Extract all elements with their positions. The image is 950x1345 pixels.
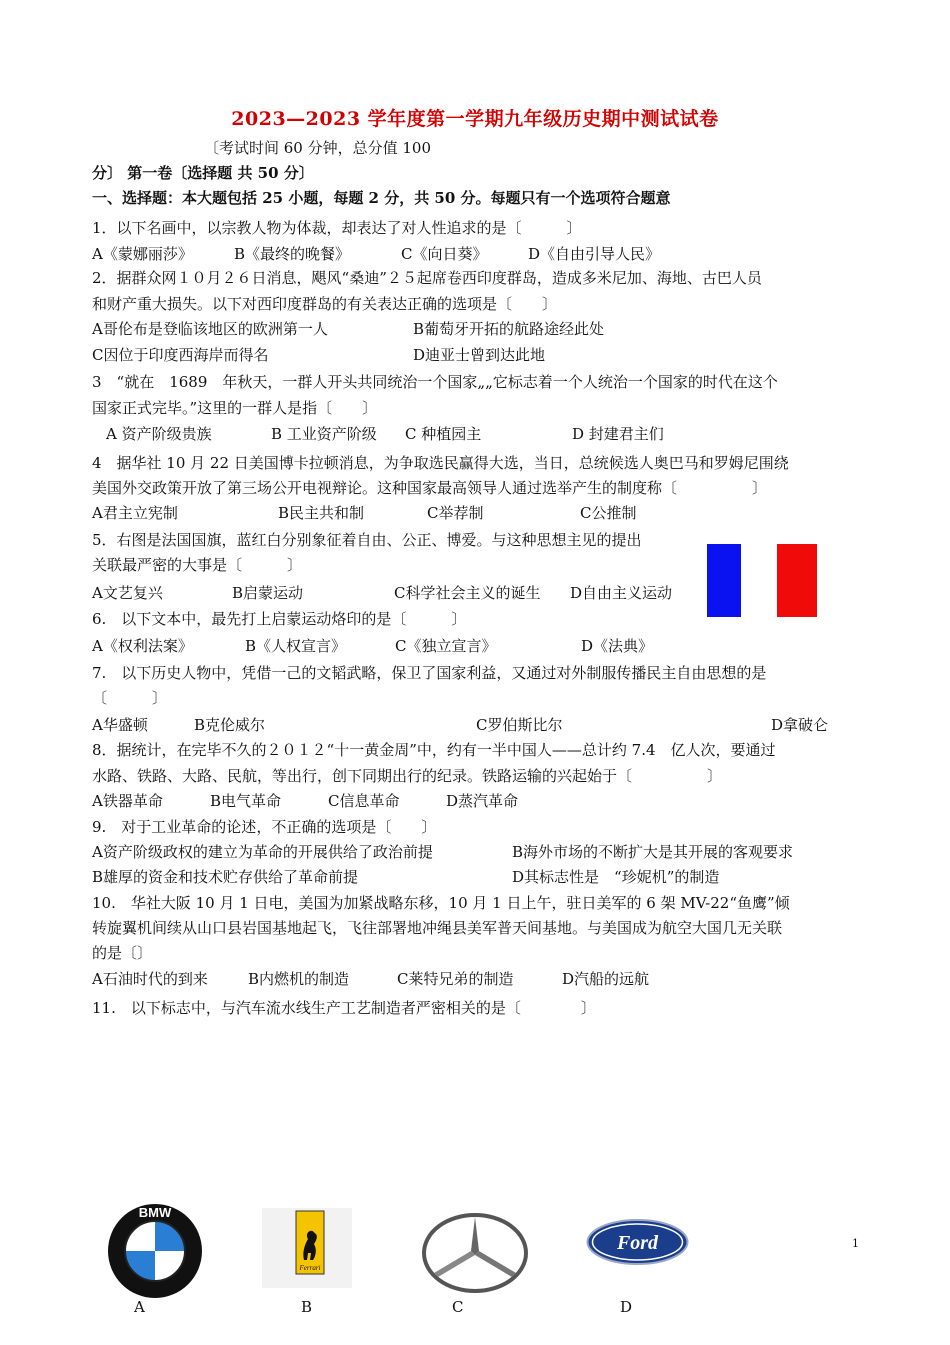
question-5-stem-line2: 关联最严密的大事是〔 〕 [92,556,303,574]
section-header: 一、选择题：本大题包括 25 小题，每题 2 分，共 50 分。每题只有一个选项符合题意 [92,189,671,207]
question-8-stem-line1: 8．据统计，在完毕不久的２０１２“十一黄金周”中，约有一半中国人——总计约 7.4 亿人次，要通过 [92,741,776,759]
question-3-option-c: C 种植园主 [405,425,482,443]
question-2-option-b: B葡萄牙开拓的航路途经此处 [413,320,605,338]
ford-logo-text: Ford [616,1232,659,1254]
bmw-logo-text: BMW [138,1205,172,1220]
question-9-option-a: A资产阶级政权的建立为革命的开展供给了政治前提 [92,843,433,861]
question-9-option-d: D其标志性是 “珍妮机”的制造 [512,868,720,886]
question-1-option-d: D《自由引导人民》 [528,245,661,263]
question-8-option-b: B电气革命 [210,792,282,810]
bmw-logo-icon [106,1202,204,1300]
question-9-option-b: B海外市场的不断扩大是其开展的客观要求 [512,843,794,861]
question-3-option-b: B 工业资产阶级 [271,425,377,443]
question-6-option-c: C《独立宣言》 [395,637,497,655]
logo-label-a: A [134,1298,145,1316]
exam-title: 2023—2023 学年度第一学期九年级历史期中测试试卷 [231,108,719,130]
question-7-option-b: B克伦威尔 [194,716,266,734]
french-flag-red-stripe [777,544,817,617]
question-3-option-d: D 封建君主们 [572,425,664,443]
exam-time-note: 〔考试时间 60 分钟，总分值 100 [204,139,432,157]
ferrari-logo-icon [262,1208,352,1288]
question-1-option-a: A《蒙娜丽莎》 [92,245,193,263]
logo-label-c: C [452,1298,464,1316]
question-6-option-b: B《人权宣言》 [245,637,347,655]
question-1-option-c: C《向日葵》 [401,245,488,263]
question-10-option-d: D汽船的远航 [562,970,650,988]
question-10-option-c: C莱特兄弟的制造 [397,970,514,988]
question-2-option-c: C因位于印度西海岸而得名 [92,346,269,364]
question-2-option-d: D迪亚士曾到达此地 [413,346,546,364]
question-4-stem-line2: 美国外交政策开放了第三场公开电视辩论。这种国家最高领导人通过选举产生的制度称〔 〕 [92,479,768,497]
ferrari-logo-text: Ferrari [299,1264,321,1272]
question-9-stem: 9. 对于工业革命的论述，不正确的选项是〔 〕 [92,818,437,836]
question-1-option-b: B《最终的晚餐》 [234,245,351,263]
question-6-stem: 6. 以下文本中，最先打上启蒙运动烙印的是〔 〕 [92,610,467,628]
question-3-stem-line1: 3 “就在 1689 年秋天，一群人开头共同统治一个国家„„它标志着一个人统治一个国家的时代在这个 [92,373,778,391]
question-11-stem: 11. 以下标志中，与汽车流水线生产工艺制造者严密相关的是〔 〕 [92,999,596,1017]
question-9-option-c: B雄厚的资金和技术贮存供给了革命前提 [92,868,359,886]
question-5-stem-line1: 5．右图是法国国旗，蓝红白分别象征着自由、公正、博爱。与这种思想主见的提出 [92,531,642,549]
question-4-stem-line1: 4 据华社 10 月 22 日美国博卡拉顿消息，为争取选民赢得大选，当日，总统候选人奥巴马和罗姆尼围绕 [92,454,789,472]
question-10-option-a: A石油时代的到来 [92,970,208,988]
logo-label-d: D [620,1298,633,1316]
question-3-option-a: A 资产阶级贵族 [106,425,212,443]
question-7-option-a: A华盛顿 [92,716,148,734]
question-2-stem-line2: 和财产重大损失。以下对西印度群岛的有关表达正确的选项是〔 〕 [92,295,558,313]
question-10-stem-line3: 的是〔〕 [92,944,153,962]
ford-logo-icon [586,1218,689,1266]
question-4-option-c: C举荐制 [427,504,484,522]
question-10-stem-line1: 10. 华社大阪 10 月 1 日电，美国为加紧战略东移，10 月 1 日上午，驻日美军的 6 架 MV-22“鱼鹰”倾 [92,894,790,912]
question-5-option-a: A文艺复兴 [92,584,163,602]
question-8-option-a: A铁器革命 [92,792,163,810]
page-number: 1 [852,1237,859,1250]
question-2-stem-line1: 2．据群众网１０月２６日消息，飓风“桑迪”２５起席卷西印度群岛，造成多米尼加、海地、古巴人员 [92,269,762,287]
question-7-stem-line1: 7. 以下历史人物中，凭借一己的文韬武略，保卫了国家利益，又通过对外制服传播民主自由思想的是 [92,664,767,682]
logo-label-b: B [301,1298,313,1316]
question-5-option-d: D自由主义运动 [570,584,673,602]
part-one-header: 分〕 第一卷〔选择题 共 50 分〕 [92,164,314,182]
question-6-option-a: A《权利法案》 [92,637,193,655]
question-10-stem-line2: 转旋翼机间续从山口县岩国基地起飞，飞往部署地冲绳县美军普天间基地。与美国成为航空大国几无关联 [92,919,783,937]
question-8-stem-line2: 水路、铁路、大路、民航，等出行，创下同期出行的纪录。铁路运输的兴起始于〔 〕 [92,767,723,785]
question-8-option-d: D蒸汽革命 [446,792,519,810]
french-flag-blue-stripe [707,544,741,617]
question-5-option-b: B启蒙运动 [232,584,304,602]
question-4-option-d: C公推制 [580,504,637,522]
question-7-option-c: C罗伯斯比尔 [476,716,563,734]
question-7-stem-line2: 〔 〕 [92,689,168,707]
question-1-stem: 1．以下名画中，以宗教人物为体裁，却表达了对人性追求的是〔 〕 [92,219,582,237]
question-6-option-d: D《法典》 [581,637,654,655]
question-7-option-d: D拿破仑 [771,716,829,734]
question-4-option-b: B民主共和制 [278,504,365,522]
question-8-option-c: C信息革命 [328,792,400,810]
question-10-option-b: B内燃机的制造 [248,970,350,988]
mercedes-logo-icon [420,1211,530,1295]
question-3-stem-line2: 国家正式完毕。”这里的一群人是指〔 〕 [92,399,378,417]
question-2-option-a: A哥伦布是登临该地区的欧洲第一人 [92,320,328,338]
question-4-option-a: A君主立宪制 [92,504,178,522]
question-5-option-c: C科学社会主义的诞生 [394,584,541,602]
